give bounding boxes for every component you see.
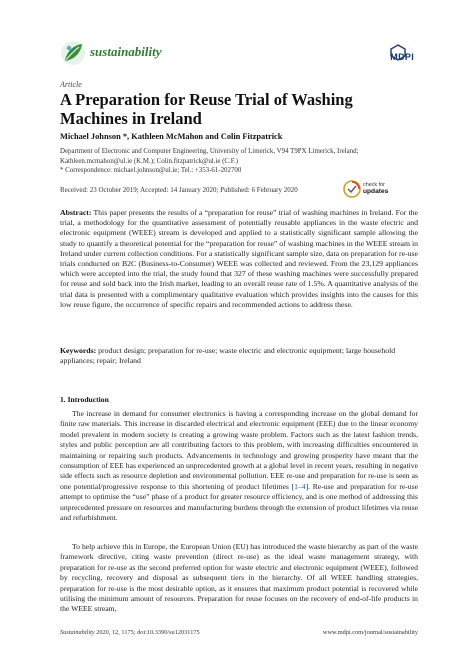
check-updates-label: [363, 182, 388, 195]
check-for-updates-badge[interactable]: [343, 180, 423, 200]
page-footer: [60, 629, 418, 639]
section-heading: 1. Introduction: [60, 395, 109, 404]
journal-name: sustainability: [90, 44, 162, 59]
publisher-name: MDPI: [390, 52, 414, 62]
check-updates-icon: [343, 180, 361, 198]
intro-p1-text: The increase in demand for consumer electronics is having a corresponding increase on the global demand for finite raw materials. This increase in discarded electrical and electronic equipment (EEE) due to the linear economy model prevalent in modern society is creating a growing waste problem. Factors such as the latest fashion trends, styles and public perception are all contributing factors to this problem, with increasing difficulties encountered in maintaining or repairing such products. Advancements in technology and growing prosperity have meant that the consumption of EEE has experienced an unprecedented growth at a global level in recent years, resulting in negative side effects such as resource depletion and environmental pollution. EEE re-use and preparation for re-use is seen as one potential/progressive response to this shortening of product lifetimes [: [60, 409, 418, 491]
article-type: Article: [60, 80, 82, 89]
journal-leaf-logo-icon: [60, 40, 86, 66]
author-emails: Kathleen.mcmahon@ul.ie (K.M.); Colin.fitzpatrick@ul.ie (C.F.): [60, 157, 239, 165]
affiliation-block: [60, 147, 420, 176]
keywords-label: Keywords:: [60, 346, 97, 355]
check-updates-line2: updates: [363, 187, 389, 195]
journal-header: [60, 38, 418, 70]
abstract-label: Abstract:: [60, 208, 92, 217]
citation-journal: Sustainability: [60, 629, 95, 636]
intro-paragraph-2: To help achieve this in Europe, the European Union (EU) has introduced the waste hierarchy as part of the waste framework directive, citing waste prevention (direct re-use) as the ideal waste management strategy, with preparation for re-use as the second preferred option for waste electric and electronic equipment (WEEE), followed by recycling, recovery and disposal as subsequent tiers in the hierarchy. Of all WEEE handling strategies, preparation for re-use is the most desirable option, as it ensures that maximum product potential is recovered while utilising the minimum amount of resources. Preparation for reuse focuses on the recovery of end-of-life products in the WEEE stream,: [60, 542, 418, 614]
correspondence: * Correspondence: michael.johnson@ul.ie; Tel.: +353-61-202700: [60, 167, 242, 175]
author-list: Michael Johnson *, Kathleen McMahon and Colin Fitzpatrick: [60, 132, 283, 141]
publication-dates: Received: 23 October 2019; Accepted: 14 January 2020; Published: 6 February 2020: [60, 186, 298, 194]
intro-p1-text-continued: ]. Re-use and preparation for re-use attempt to optimise the “use” phase of a product for greater resource efficiency, and is one method of addressing this unprecedented pressure on resources and manufacturing burdens through the extension of product lifetimes via reuse and refurbishment.: [60, 481, 418, 523]
affiliation: Department of Electronic and Computer Engineering, University of Limerick, V94 T9PX Limerick, Ireland;: [60, 148, 359, 155]
check-updates-line1: check for: [363, 182, 385, 188]
intro-paragraph-1: [60, 409, 418, 523]
keywords-text: product design; preparation for re-use; waste electric and electronic equipment; large household appliances; repair; Ireland: [60, 346, 396, 366]
abstract-text: This paper presents the results of a “preparation for reuse” trial of washing machines in Ireland. For the trial, a methodology for the quantitative assessment of potentially reusable appliances in the waste electric and electronic equipment (WEEE) stream is developed and applied to a statistically significant sample allowing the study to quantify a theoretical potential for the “preparation for reuse” of washing machines in the WEEE stream in Ireland under current collection conditions. For a statistically significant sample size, data on preparation for re-use trials conducted on B2C (Business-to-Consumer) WEEE was collected and reviewed. From the 23,129 appliances which were accepted into the trial, the study found that 327 of these washing machines were successfully prepared for reuse and sold back into the Irish market, leading to an overall reuse rate of 1.5%. A quantitative analysis of the trial data is presented with a complimentary qualitative evaluation which provides insights into the causes for this low reuse figure, the occurrence of specific repairs and recommended actions to address these.: [60, 208, 418, 309]
citation-details: 2020, 12, 1175; doi:10.3390/su12031175: [94, 629, 200, 636]
article-title: A Preparation for Reuse Trial of Washing Machines in Ireland: [60, 90, 353, 128]
abstract: [60, 208, 418, 310]
keywords: [60, 346, 418, 366]
journal-url[interactable]: www.mdpi.com/journal/sustainability: [322, 629, 418, 636]
citation-info: [60, 629, 200, 636]
citation-link[interactable]: 1–4: [294, 481, 306, 491]
